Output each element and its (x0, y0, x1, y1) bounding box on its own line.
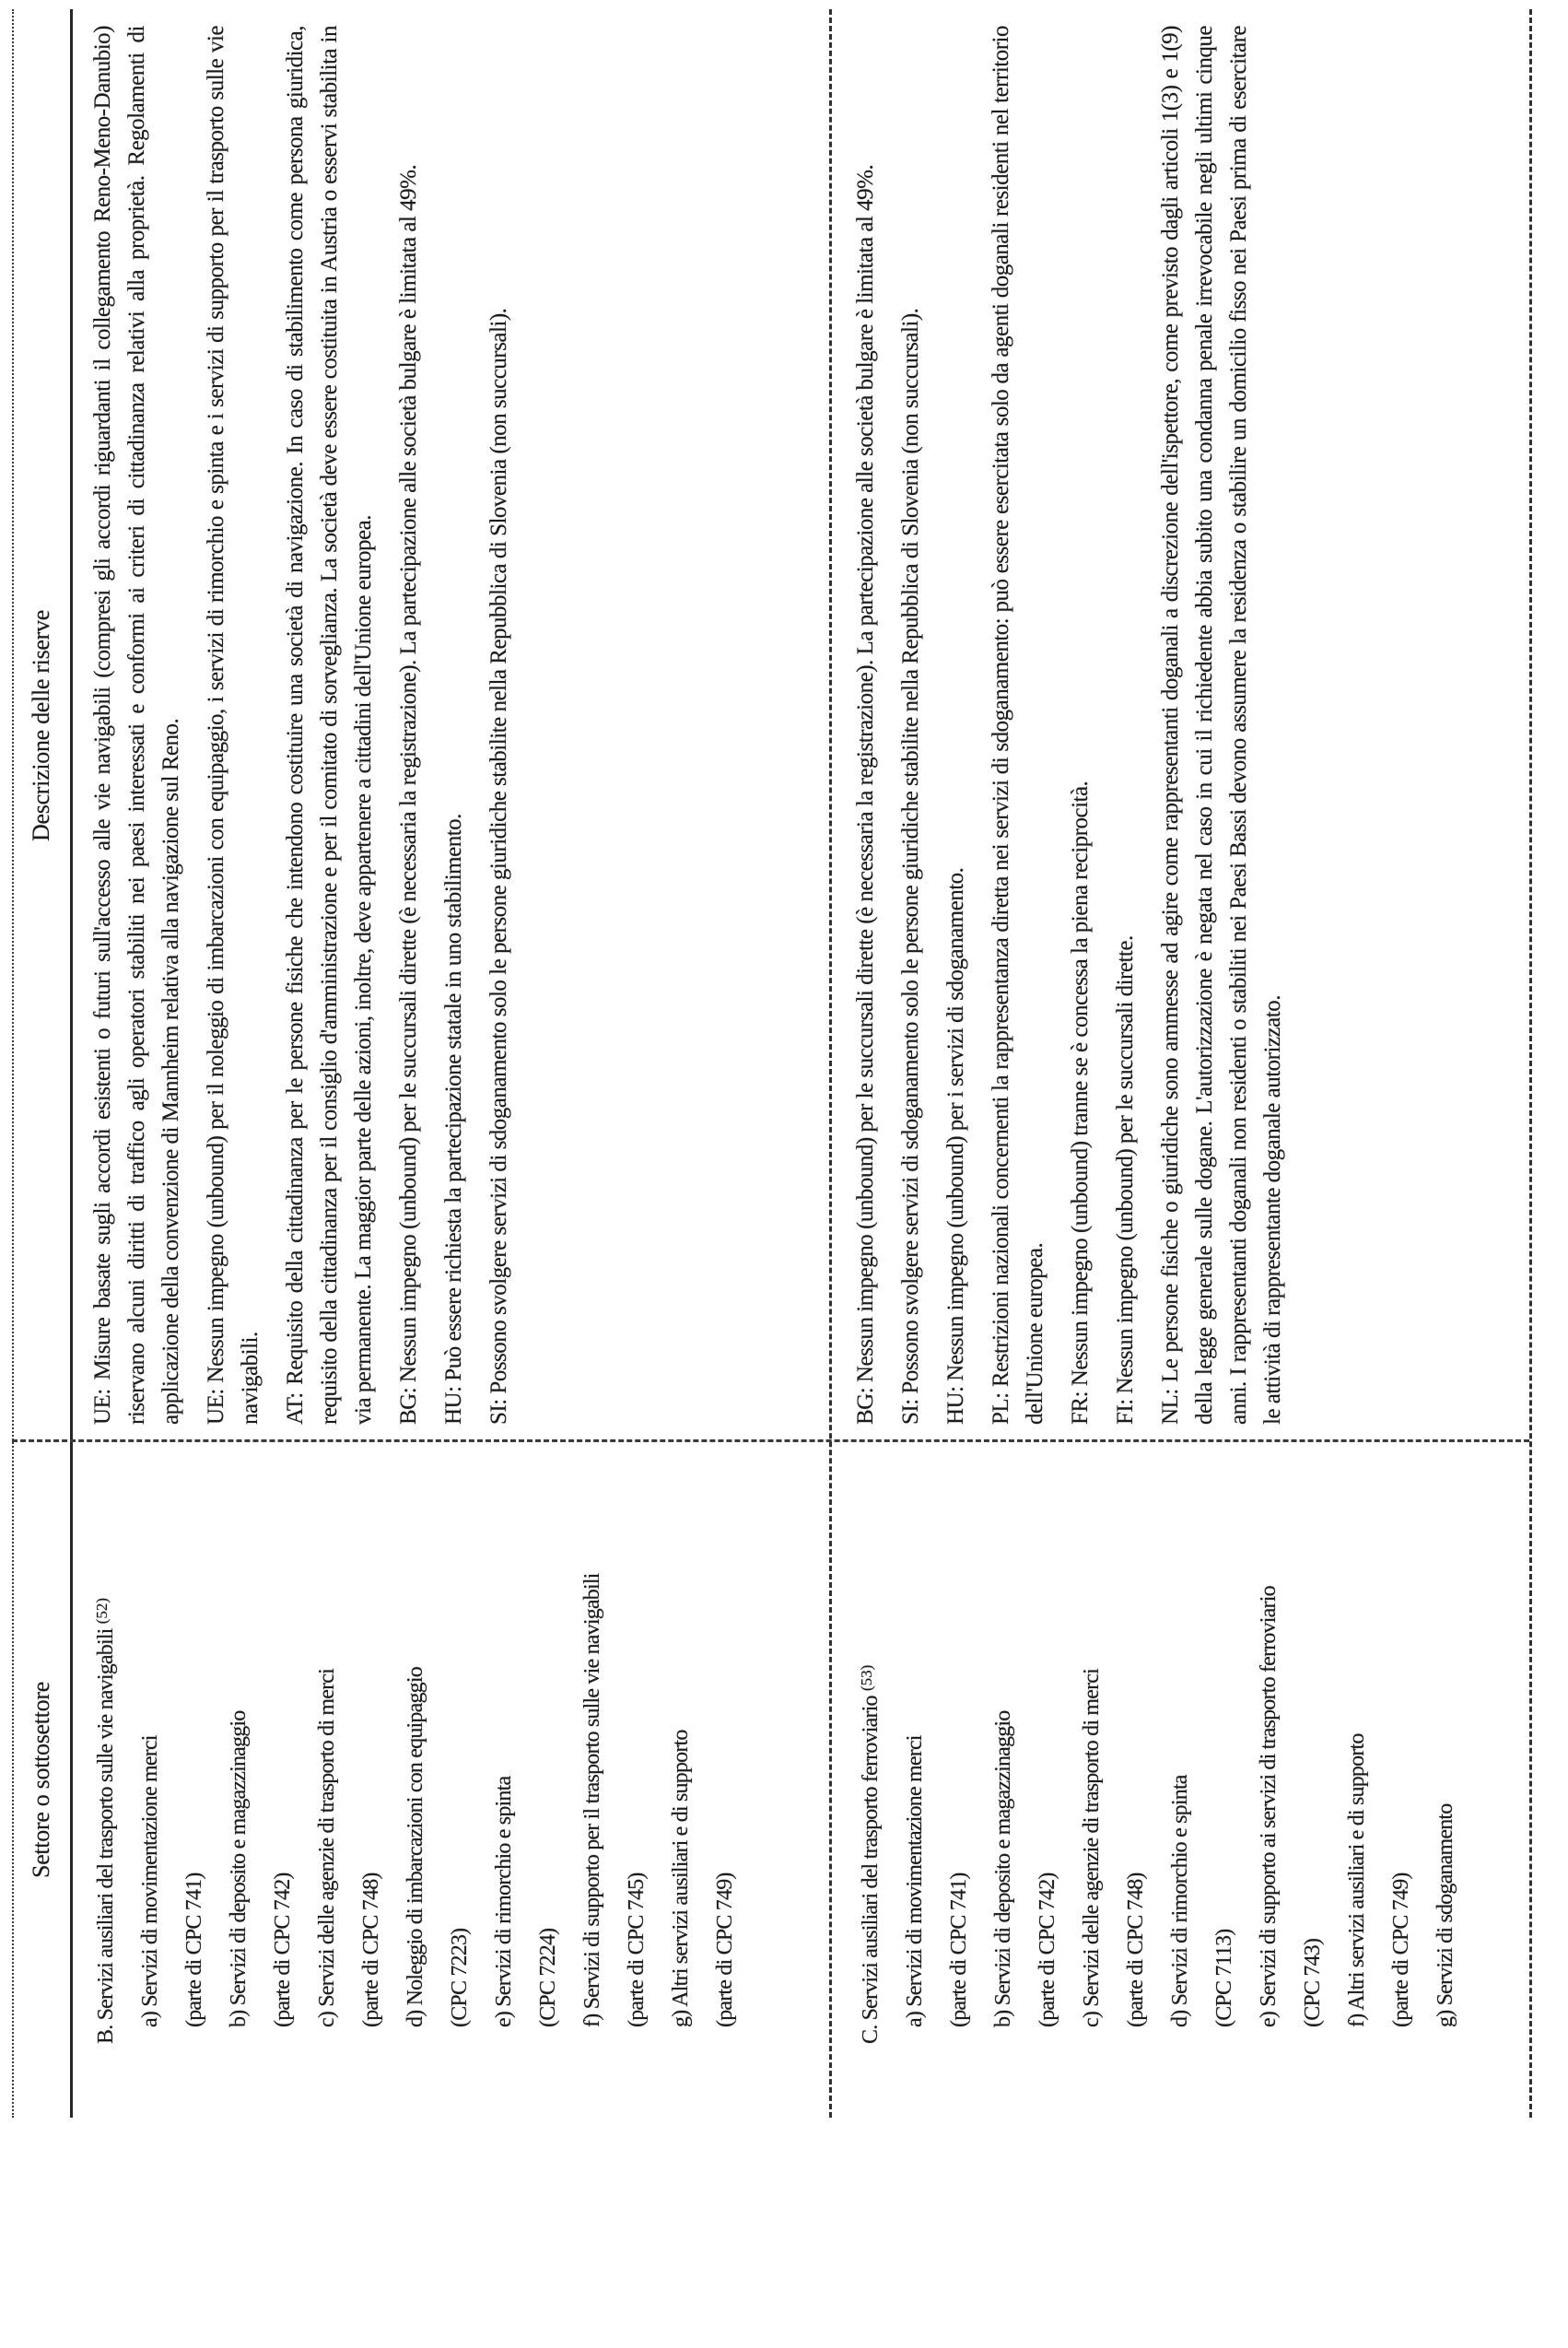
sector-item: a) Servizi di movimentazione merci (138, 1735, 162, 2027)
table-top-border (12, 9, 14, 2118)
table-bottom-border (1529, 9, 1532, 2118)
reservation-paragraph-ue-waterways: UE: Misure basate sugli accordi esistenti o futuri sull'accesso alle vie navigabili (compresi gli accordi riguardanti il collegamento Reno-Meno-Danubio) riservano alcuni diritti di traffico agli operatori stabiliti nei paesi interessati e conformi ai criteri di cittadinanza relativi alla proprietà. Regolamenti di applicazione della convenzione di Mannheim relativa alla navigazione sul Reno. (90, 26, 183, 1425)
sector-item: c) Servizi delle agenzie di trasporto di merci (315, 1668, 339, 2027)
sector-item-cpc: (CPC 7224) (536, 1928, 560, 2027)
sector-item-cpc: (CPC 743) (1301, 1938, 1325, 2027)
sector-item: f) Servizi di supporto per il trasporto sulle vie navigabili (580, 1573, 604, 2027)
sector-item-cpc: (CPC 7223) (448, 1928, 472, 2027)
column-separator-rule (12, 1439, 1529, 1442)
footnote-marker: (53) (858, 1664, 875, 1692)
sector-item-cpc: (parte di CPC 749) (713, 1873, 737, 2027)
sector-item: d) Servizi di rimorchio e spinta (1168, 1775, 1192, 2027)
sector-title-text: B. Servizi ausiliari del trasporto sulle vie navigabili (94, 1628, 118, 2044)
reservation-paragraph-pl: PL: Restrizioni nazionali concernenti la rappresentanza diretta nei servizi di sdoganamento: può essere esercitata solo da agenti doganali residenti nel territorio dell'Unione europea. (989, 26, 1047, 1425)
reservation-paragraph-hu: HU: Può essere richiesta la partecipazione statale in uno stabilimento. (441, 814, 466, 1425)
sector-item-cpc: (parte di CPC 749) (1389, 1873, 1413, 2027)
sector-item-cpc: (parte di CPC 742) (271, 1873, 295, 2027)
sector-item: c) Servizi delle agenzie di trasporto di merci (1080, 1668, 1104, 2027)
reservation-paragraph-fi: FI: Nessun impegno (unbound) per le succursali dirette. (1113, 935, 1138, 1425)
row-c-description-cell (848, 26, 1301, 1425)
sector-item: g) Altri servizi ausiliari e di supporto (669, 1730, 693, 2027)
sector-item-cpc: (parte di CPC 745) (625, 1873, 649, 2027)
reservation-paragraph-fr: FR: Nessun impegno (unbound) tranne se è concessa la piena reciprocità. (1068, 781, 1093, 1425)
reservation-paragraph-bg: BG: Nessun impegno (unbound) per le succursali dirette (è necessaria la registrazione). La partecipazione alle società bulgare è limitata al 49%. (853, 164, 878, 1425)
sector-item-cpc: (CPC 7113) (1212, 1929, 1236, 2027)
row-b-sector-cell (88, 1573, 755, 2044)
sector-item: d) Noleggio di imbarcazioni con equipaggio (404, 1667, 427, 2027)
reservation-paragraph-hu: HU: Nessun impegno (unbound) per i servizi di sdoganamento. (943, 867, 968, 1425)
footnote-marker: (52) (93, 1597, 111, 1625)
sector-item-cpc: (parte di CPC 748) (1124, 1873, 1148, 2027)
sector-item: g) Servizi di sdoganamento (1433, 1803, 1457, 2027)
sector-item: b) Servizi di deposito e magazzinaggio (991, 1710, 1015, 2027)
sector-item-cpc: (parte di CPC 748) (359, 1873, 383, 2027)
sector-item: a) Servizi di movimentazione merci (903, 1735, 927, 2027)
column-header-description: Descrizione delle riserve (28, 610, 54, 841)
sector-item-cpc: (parte di CPC 741) (947, 1873, 971, 2027)
row-b-description-cell (86, 26, 527, 1425)
reservation-paragraph-si: SI: Possono svolgere servizi di sdoganamento solo le persone giuridiche stabilite nella Repubblica di Slovenia (non succursali). (898, 308, 923, 1425)
reservation-paragraph-bg: BG: Nessun impegno (unbound) per le succursali dirette (è necessaria la registrazione). La partecipazione alle società bulgare è limitata al 49%. (396, 164, 421, 1425)
sector-title (88, 1573, 120, 2044)
sector-title (853, 1586, 884, 2044)
row-c-sector-cell (853, 1586, 1476, 2044)
sector-item: b) Servizi di deposito e magazzinaggio (227, 1710, 251, 2027)
sector-title-text: C. Servizi ausiliari del trasporto ferroviario (859, 1696, 883, 2044)
sector-item-cpc: (parte di CPC 741) (182, 1873, 206, 2027)
row-separator-rule (829, 9, 832, 2118)
column-header-sector: Settore o sottosettore (28, 1682, 54, 1878)
reservation-paragraph-at: AT: Requisito della cittadinanza per le persone fisiche che intendono costituire una società di navigazione. In caso di stabilimento come persona giuridica, requisito della cittadinanza per il consiglio d'amministrazione e per il comitato di sorveglianza. La società deve essere costituita in Austria o esservi stabilita in via permanente. La maggior parte delle azioni, inoltre, deve appartenere a cittadini dell'Unione europea. (283, 26, 376, 1425)
sector-item: e) Servizi di rimorchio e spinta (492, 1776, 516, 2027)
reservation-paragraph-si: SI: Possono svolgere servizi di sdoganamento solo le persone giuridiche stabilite nella Repubblica di Slovenia (non succursali). (486, 308, 511, 1425)
header-separator-rule (70, 9, 73, 2118)
sector-item: e) Servizi di supporto ai servizi di trasporto ferroviario (1257, 1586, 1281, 2027)
reservation-paragraph-nl: NL: Le persone fisiche o giuridiche sono ammesse ad agire come rappresentanti doganali a discrezione dell'ispettore, come previsto dagli articoli 1(3) e 1(9) della legge generale sulle dogane. L'autorizzazione è negata nel caso in cui il richiedente abbia subito una condanna penale irrevocabile negli ultimi cinque anni. I rappresentanti doganali non residenti o stabiliti nei Paesi Bassi devono assumere la residenza o stabilire un domicilio fisso nei Paesi prima di esercitare le attività di rappresentante doganale autorizzato. (1158, 26, 1285, 1425)
sector-item-cpc: (parte di CPC 742) (1036, 1873, 1059, 2027)
sector-item: f) Altri servizi ausiliari e di supporto (1345, 1733, 1369, 2027)
reservation-paragraph-ue-unbound: UE: Nessun impegno (unbound) per il noleggio di imbarcazioni con equipaggio, i servizi di rimorchio e spinta e i servizi di supporto per il trasporto sulle vie navigabili. (204, 26, 263, 1425)
